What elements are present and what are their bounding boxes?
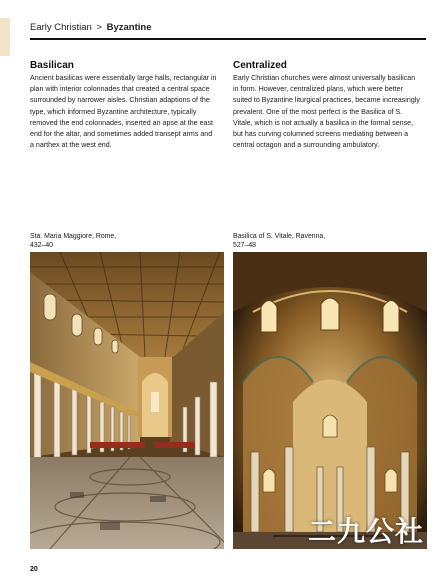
breadcrumb-separator: > xyxy=(96,22,102,33)
breadcrumb-current: Byzantine xyxy=(106,22,152,33)
caption-date: 432–40 xyxy=(30,242,53,249)
caption-san-vitale xyxy=(233,232,423,250)
nave-illustration xyxy=(30,252,224,549)
caption-line: Sta. Maria Maggiore, Rome, xyxy=(30,233,117,240)
section-heading-basilican: Basilican xyxy=(30,60,74,71)
section-heading-centralized: Centralized xyxy=(233,60,287,71)
section-basilican xyxy=(30,60,218,151)
breadcrumb xyxy=(30,22,426,33)
section-body-centralized: Early Christian churches were almost universally basilican in form. However, centralized plans, which were better suited to Byzantine liturgical practices, became increasingly prevalent. One of the most perfect is the Basilica of S. Vitale, which is not actually a basilica in the formal sense, but has curving columned screens mediating between a central octagon and a surrounding ambulatory. xyxy=(233,74,420,150)
header-rule xyxy=(30,38,426,40)
breadcrumb-parent: Early Christian xyxy=(30,22,92,33)
section-body-basilican: Ancient basilicas were essentially large halls, rectangular in plan with interior colonnades that created a central space surrounded by narrower aisles. Christian adaptions of the type, which informed Byzantine architecture, typically removed the end colonnades, inserted an apse at the east end for the altar, and sometimes added transept arms and a narthex at the west end. xyxy=(30,74,217,150)
octagon-illustration xyxy=(233,252,427,549)
page-number: 20 xyxy=(30,566,38,573)
photo-san-vitale xyxy=(233,252,427,549)
photo-maria-maggiore xyxy=(30,252,224,549)
watermark-logo: 二九公社 xyxy=(308,516,425,547)
side-tab-marker xyxy=(0,18,10,56)
caption-line: Basilica of S. Vitale, Ravenna, xyxy=(233,233,326,240)
caption-date: 527–48 xyxy=(233,242,256,249)
caption-maria-maggiore xyxy=(30,232,220,250)
section-centralized xyxy=(233,60,421,151)
